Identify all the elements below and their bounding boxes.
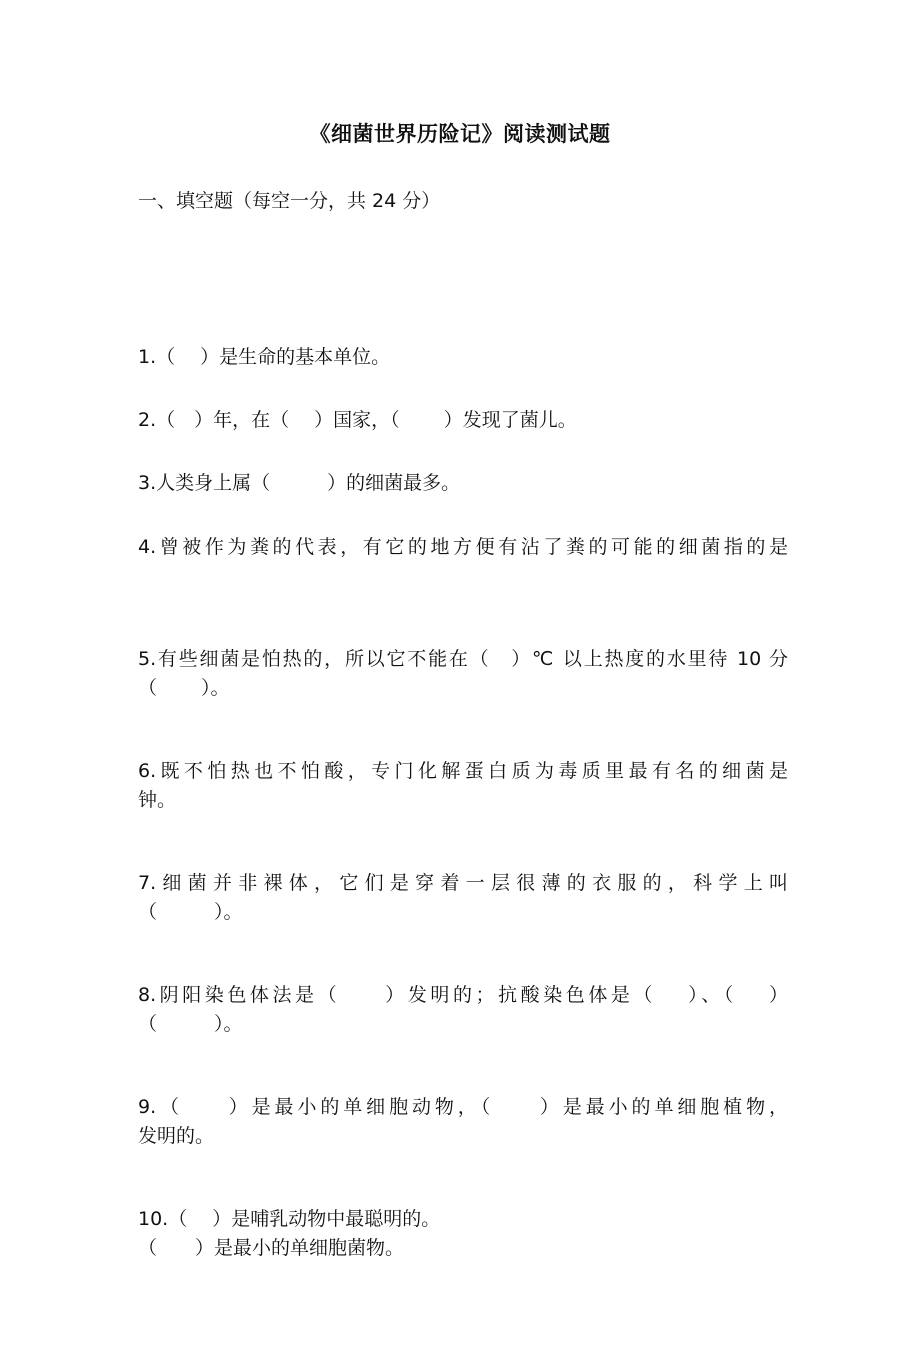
question-line: （ ）是最小的单细胞菌物。 [138,1237,405,1259]
document-title: 《细菌世界历险记》阅读测试题 [309,122,611,146]
question-line: 4.曾被作为粪的代表，有它的地方便有沾了粪的可能的细菌指的是 [138,536,788,558]
question-line: 10.（ ）是哺乳动物中最聪明的。 [138,1208,441,1230]
question-line: 3.人类身上属（ ）的细菌最多。 [138,472,461,494]
question-line: 钟。 [138,789,177,811]
section-heading: 一、填空题（每空一分，共 24 分） [138,190,441,212]
question-line: 8.阴阳染色体法是（ ）发明的；抗酸染色体是（ ）、（ ） [138,984,788,1006]
question-line: 1.（ ）是生命的基本单位。 [138,346,391,368]
question-line: 7.细菌并非裸体，它们是穿着一层很薄的衣服的，科学上叫 [138,872,788,894]
question-line: （ ）。 [138,1013,243,1035]
question-line: 2.（ ）年，在（ ）国家，（ ）发现了菌儿。 [138,409,577,431]
question-line: 6.既不怕热也不怕酸，专门化解蛋白质为毒质里最有名的细菌是 [138,760,788,782]
question-line: 5.有些细菌是怕热的，所以它不能在（ ）℃ 以上热度的水里待 10 分 [138,648,788,670]
question-line: 9.（ ）是最小的单细胞动物，（ ）是最小的单细胞植物， [138,1096,788,1118]
question-line: 发明的。 [138,1125,215,1147]
question-line: （ ）。 [138,901,243,923]
question-line: （ ）。 [138,677,230,699]
